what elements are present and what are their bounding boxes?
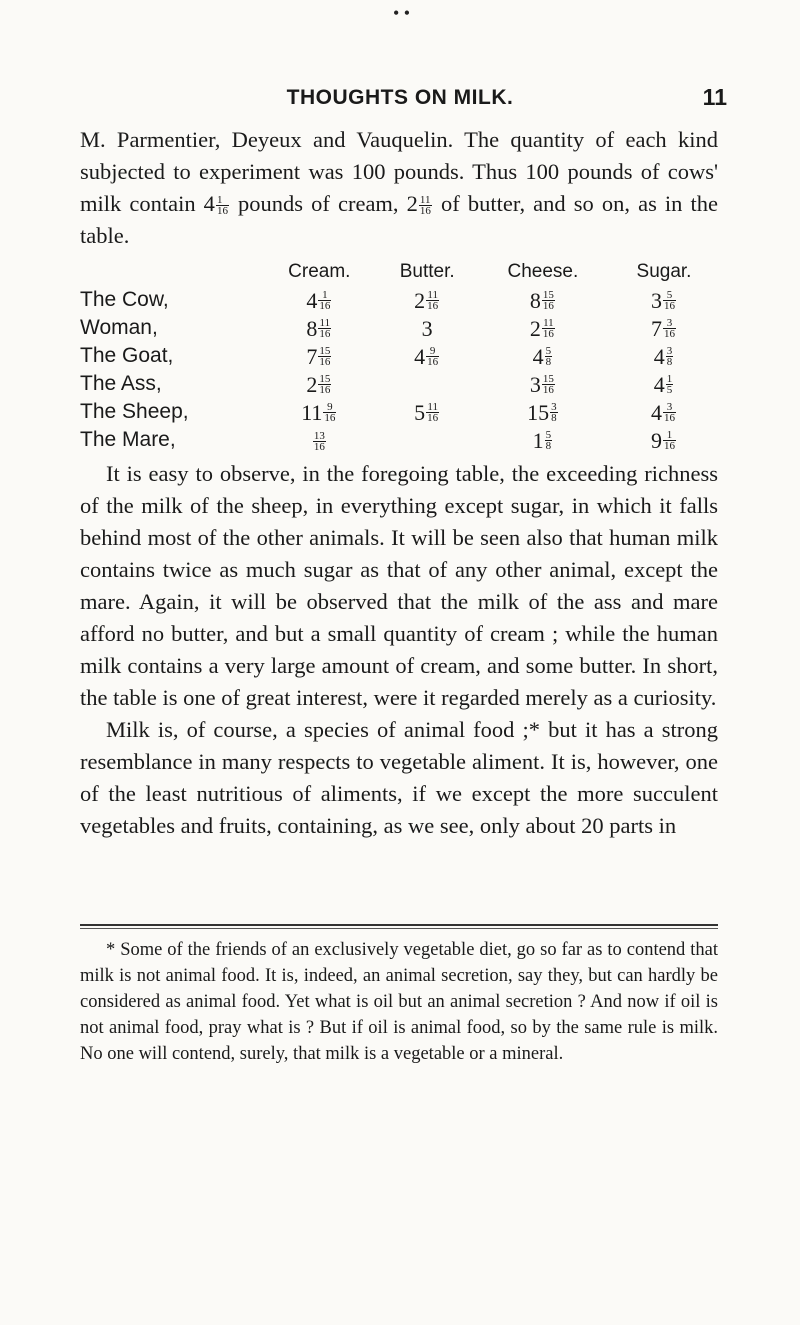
fraction: $\frac{11}{16}$ — [427, 401, 439, 425]
fraction: $\frac{9}{16}$ — [427, 345, 439, 369]
fraction: $\frac{15}{16}$ — [319, 345, 331, 369]
sugar-whole: 4 — [653, 371, 665, 397]
body-text — [80, 458, 718, 842]
butter-cell — [377, 286, 478, 314]
paragraph: It is easy to observe, in the foregoing table, the exceeding richness of the milk of the sheep, in everything except sugar, in which it falls behind most of the other animals. It will be seen also that human milk contains twice as much sugar as that of any other animal, except the mare. Again, it will be observed that the milk of the ass and mare afford no butter, and but a small quantity of cream ; while the human milk contains a very large amount of cream, and some butter. In short, the table is one of great interest, were it regarded merely as a curiosity. — [80, 461, 718, 710]
fraction: $\frac{1}{16}$ — [664, 429, 675, 453]
fraction: $\frac{5}{16}$ — [664, 289, 675, 313]
fraction: $\frac{3}{16}$ — [664, 317, 675, 341]
cheese-whole: 3 — [529, 371, 541, 397]
intro-text-a: M. Parmentier, Deyeux and Vauquelin. The quantity of each kind subjected to experiment was 100 pounds. Thus 100 pounds of cows' milk contain 4 — [80, 127, 718, 216]
sugar-whole: 4 — [651, 399, 662, 425]
butter-whole: 4 — [414, 343, 426, 369]
table-header-cell: Butter. — [399, 261, 455, 282]
intro-paragraph — [80, 124, 718, 252]
animal-cell: The Cow, — [80, 287, 169, 311]
fraction: $\frac{3}{8}$ — [551, 401, 557, 425]
fraction: $\frac{3}{16}$ — [664, 401, 675, 425]
footnote — [80, 937, 718, 1067]
cream-whole: 4 — [306, 287, 318, 313]
butter-cell — [377, 342, 478, 370]
fraction: $\frac{5}{8}$ — [545, 345, 552, 369]
table-header-cell: Sugar. — [636, 261, 692, 282]
cheese-cell — [478, 342, 608, 370]
fraction: $\frac{11}{16}$ — [542, 317, 554, 341]
butter-cell — [377, 398, 478, 426]
fraction: $\frac{13}{16}$ — [313, 430, 325, 454]
sugar-whole: 7 — [651, 315, 662, 341]
cheese-cell — [478, 426, 608, 454]
fraction: $\frac{5}{8}$ — [545, 429, 552, 453]
cream-whole: 11 — [301, 399, 323, 425]
fraction: $\frac{15}{16}$ — [542, 373, 554, 397]
sugar-cell — [608, 342, 720, 370]
page-number: 11 — [702, 84, 727, 110]
sugar-cell — [608, 314, 720, 342]
cream-cell — [262, 342, 377, 370]
running-head: THOUGHTS ON MILK. — [286, 86, 514, 109]
animal-cell: The Sheep, — [80, 399, 189, 423]
table-row — [80, 370, 720, 398]
table-row — [80, 398, 720, 426]
table-header-cell: Cheese. — [507, 261, 579, 282]
fraction: $\frac{1}{16}$ — [216, 194, 228, 218]
sugar-cell — [608, 370, 720, 398]
butter-whole: 3 — [421, 315, 433, 341]
ink-blot: • • — [393, 3, 411, 23]
cheese-whole: 8 — [529, 287, 541, 313]
cream-cell — [262, 426, 377, 454]
intro-text-c: of butter, and so on, as in the table. — [80, 191, 719, 248]
cream-whole: 2 — [306, 371, 318, 397]
cream-cell — [262, 398, 377, 426]
cream-cell — [262, 314, 377, 342]
page-header — [0, 86, 800, 116]
table-row — [80, 342, 720, 370]
table-row — [80, 314, 720, 342]
butter-cell — [377, 314, 478, 342]
sugar-cell — [608, 286, 720, 314]
cheese-whole: 2 — [529, 315, 541, 341]
fraction: $\frac{1}{16}$ — [319, 289, 331, 313]
fraction: $\frac{11}{16}$ — [427, 289, 439, 313]
cheese-whole: 4 — [532, 343, 544, 369]
sugar-whole: 3 — [651, 287, 662, 313]
butter-cell — [377, 426, 478, 454]
cream-whole: 7 — [306, 343, 318, 369]
cheese-whole: 1 — [532, 427, 544, 453]
animal-cell: Woman, — [80, 315, 158, 339]
fraction: $\frac{11}{16}$ — [319, 317, 331, 341]
cheese-cell — [478, 286, 608, 314]
butter-whole: 2 — [414, 287, 426, 313]
footnote-rule-thin — [80, 928, 718, 929]
milk-composition-table — [80, 258, 720, 454]
footnote-text: * Some of the friends of an exclusively vegetable diet, go so far as to contend that milk is not animal food. It is, indeed, an animal secretion, say they, but can hardly be considered as animal food. Yet what is oil but an animal secretion ? And now if oil is not animal food, pray what is ? But if oil is animal food, so by the same rule is milk. No one will contend, surely, that milk is a vegetable or a mineral. — [80, 940, 718, 1064]
footnote-rule — [80, 924, 718, 926]
fraction: $\frac{9}{16}$ — [324, 401, 336, 425]
butter-whole: 5 — [414, 399, 426, 425]
table-header-cell: Cream. — [288, 261, 351, 282]
cream-cell — [262, 286, 377, 314]
animal-cell: The Ass, — [80, 371, 162, 395]
intro-text-b: pounds of cream, 2 — [229, 191, 418, 216]
table-header-row — [80, 258, 720, 286]
fraction: $\frac{15}{16}$ — [319, 373, 331, 397]
fraction: $\frac{3}{8}$ — [666, 345, 673, 369]
cream-cell — [262, 370, 377, 398]
table-row — [80, 426, 720, 454]
sugar-cell — [608, 426, 720, 454]
sugar-whole: 4 — [653, 343, 665, 369]
paragraph: Milk is, of course, a species of animal food ;* but it has a strong resemblance in many respects to vegetable aliment. It is, however, one of the least nutritious of aliments, if we except the more succulent vegetables and fruits, containing, as we see, only about 20 parts in — [80, 717, 718, 838]
fraction: $\frac{11}{16}$ — [419, 194, 431, 218]
cheese-cell — [478, 314, 608, 342]
cheese-cell — [478, 398, 608, 426]
animal-cell: The Goat, — [80, 343, 174, 367]
sugar-whole: 9 — [651, 427, 662, 453]
fraction: $\frac{15}{16}$ — [542, 289, 554, 313]
fraction: $\frac{1}{5}$ — [666, 373, 673, 397]
animal-cell: The Mare, — [80, 427, 176, 451]
cream-whole: 8 — [306, 315, 318, 341]
cheese-cell — [478, 370, 608, 398]
sugar-cell — [608, 398, 720, 426]
butter-cell — [377, 370, 478, 398]
table-row — [80, 286, 720, 314]
cheese-whole: 15 — [527, 399, 550, 425]
table-header-cell — [80, 258, 262, 286]
